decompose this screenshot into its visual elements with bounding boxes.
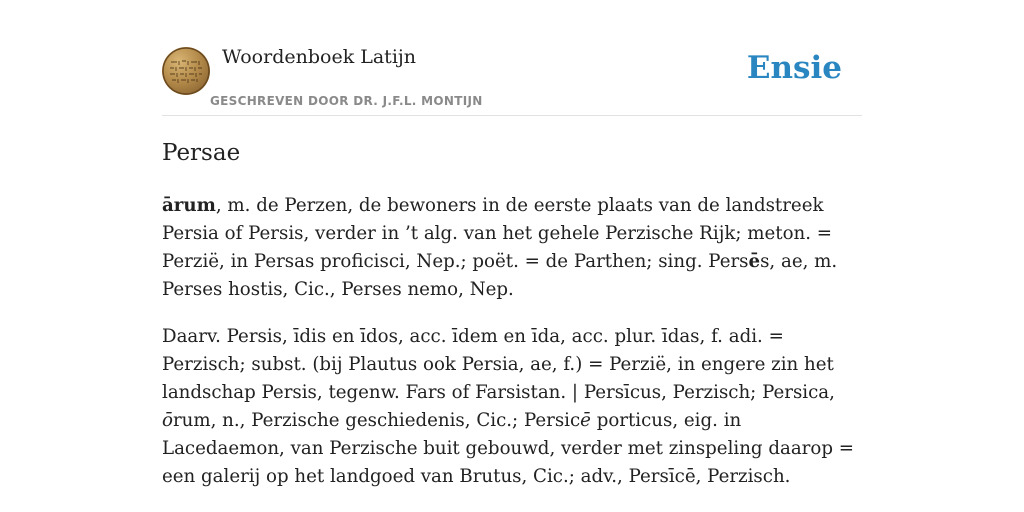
lead-bold-text: ārum bbox=[162, 195, 216, 216]
paragraph-text: Daarv. Persis, īdis en īdos, acc. īdem en īda, acc. plur. īdas, f. adi. = Perzisch; subst. (bij Plautus ook Persia, ae, f.) = Perzië, in engere zin het landschap Persis, tegenw. Fars of Farsistan. | Persīcus, Perzisch; Persica, bbox=[162, 326, 835, 403]
dictionary-title[interactable]: Woordenboek Latijn bbox=[222, 46, 417, 68]
definition-paragraph-2 bbox=[162, 323, 867, 491]
bold-vowel: ē bbox=[748, 251, 761, 272]
italic-vowel: ō bbox=[162, 410, 173, 431]
author-line: GESCHREVEN DOOR DR. J.F.L. MONTIJN bbox=[210, 94, 483, 108]
entry-headword: Persae bbox=[162, 140, 241, 166]
entry-definition bbox=[162, 192, 867, 510]
italic-vowel: ē bbox=[580, 410, 591, 431]
paragraph-text: rum, n., Perzische geschiedenis, Cic.; Persic bbox=[172, 410, 581, 431]
paragraph-text: , m. de Perzen, de bewoners in de eerste plaats van de landstreek Persia of Persis, verder in ’t alg. van het gehele Perzische Rijk; meton. = Perzië, in Persas proficisci, Nep.; poët. = de Parthen; sing. Pers bbox=[162, 195, 833, 272]
paragraph-text: s, ae, m. Perses hostis, Cic., Perses nemo, Nep. bbox=[162, 251, 838, 300]
inscription-seal-graphic bbox=[162, 47, 210, 95]
dictionary-logo-icon[interactable] bbox=[162, 47, 210, 95]
definition-paragraph-1 bbox=[162, 192, 867, 304]
brand-logo[interactable]: Ensie bbox=[746, 50, 842, 86]
paragraph-text: porticus, eig. in Lacedaemon, van Perzische buit gebouwd, verder met zinspeling daarop = een galerij op het landgoed van Brutus, Cic.; adv., Persīcē, Perzisch. bbox=[162, 410, 854, 487]
site-header bbox=[162, 44, 862, 116]
